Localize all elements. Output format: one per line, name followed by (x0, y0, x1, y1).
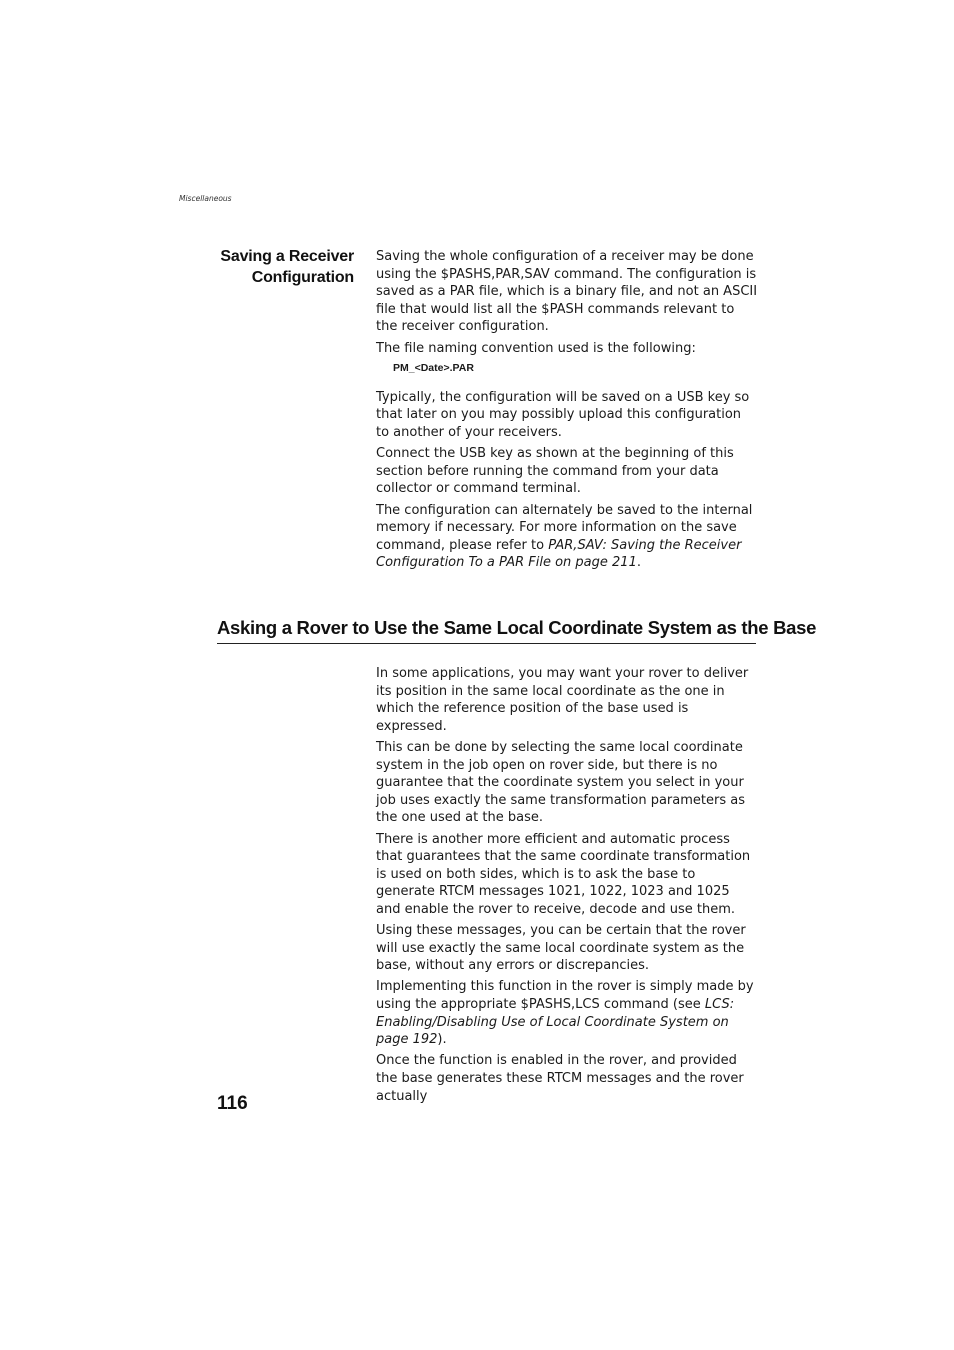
paragraph: Saving the whole configuration of a receiver may be done using the $PASHS,PAR,SAV command. The configuration is saved as a PAR file, which is a binary file, and not an ASCII file that would list all the $PASH commands relevant to the receiver configuration. (376, 249, 758, 335)
paragraph (376, 502, 758, 572)
section-heading-rover-local-coordinate-system: Asking a Rover to Use the Same Local Coordinate System as the Base (217, 616, 756, 644)
paragraph: This can be done by selecting the same local coordinate system in the job open on rover side, but there is no guarantee that the coordinate system you select in your job uses exactly the same transformation parameters as the one used at the base. (376, 739, 745, 826)
cross-reference-link[interactable]: PAR,SAV: Saving the Receiver Configuration To a PAR File on page 211 (376, 537, 742, 571)
paragraph: Using these messages, you can be certain that the rover will use exactly the same local coordinate system as the base, without any errors or discrepancies. (376, 923, 746, 974)
section1-body (376, 248, 758, 575)
page-number: 116 (217, 1093, 248, 1114)
cross-reference-link[interactable]: LCS: Enabling/Disabling Use of Local Coordinate System on page 192 (376, 997, 735, 1048)
paragraph: The file naming convention used is the following: (376, 340, 696, 356)
filename-example: PM_<Date>.PAR (393, 361, 474, 374)
text: Implementing this function in the rover is simply made by using the appropriate $PASHS,LCS command (see (376, 979, 754, 1013)
paragraph: There is another more efficient and automatic process that guarantees that the same coordinate transformation is used on both sides, which is to ask the base to generate RTCM messages 1021, 1022, 1023 and 1025 and enable the rover to receive, decode and use them. (376, 831, 751, 917)
paragraph: Connect the USB key as shown at the beginning of this section before running the command from your data collector or command terminal. (376, 446, 734, 497)
paragraph: In some applications, you may want your rover to deliver its position in the same local coordinate as the one in which the reference position of the base used is expressed. (376, 666, 749, 734)
paragraph: Once the function is enabled in the rover, and provided the base generates these RTCM messages and the rover actually (376, 1053, 744, 1104)
text: . (636, 555, 641, 571)
paragraph (376, 978, 758, 1048)
section-heading-saving-receiver-configuration (200, 246, 354, 288)
text: ). (437, 1032, 447, 1048)
heading-line: Configuration (251, 269, 354, 286)
running-head: Miscellaneous (179, 194, 232, 203)
text: The configuration can alternately be saved to the internal memory if necessary. For more information on the save command, please refer to (376, 502, 753, 553)
paragraph: Typically, the configuration will be saved on a USB key so that later on you may possibly upload this configuration to another of your receivers. (376, 389, 750, 440)
section2-body (376, 665, 758, 1109)
heading-line: Saving a Receiver (220, 248, 354, 265)
